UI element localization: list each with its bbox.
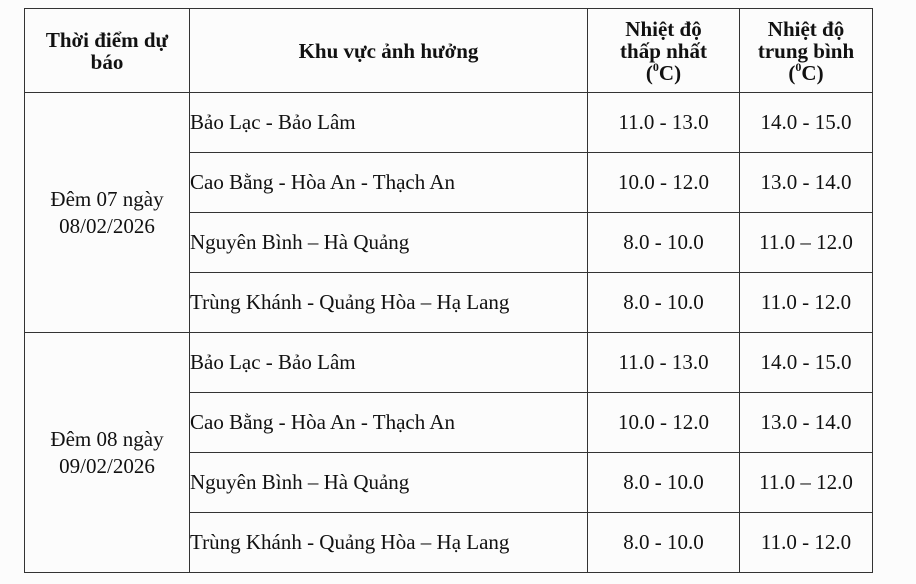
min-temp-cell: 8.0 - 10.0 [588, 513, 740, 573]
area-cell: Cao Bằng - Hòa An - Thạch An [190, 393, 588, 453]
area-cell: Cao Bằng - Hòa An - Thạch An [190, 153, 588, 213]
avg-temp-cell: 13.0 - 14.0 [740, 393, 873, 453]
avg-temp-cell: 14.0 - 15.0 [740, 93, 873, 153]
min-temp-cell: 8.0 - 10.0 [588, 453, 740, 513]
forecast-time-cell: Đêm 07 ngày 08/02/2026 [25, 93, 190, 333]
area-cell: Nguyên Bình – Hà Quảng [190, 213, 588, 273]
table-row [25, 333, 873, 393]
forecast-time-cell: Đêm 08 ngày 09/02/2026 [25, 333, 190, 573]
header-forecast-time: Thời điểm dự báo [25, 9, 190, 93]
min-temp-cell: 10.0 - 12.0 [588, 393, 740, 453]
header-affected-area: Khu vực ảnh hưởng [190, 9, 588, 93]
min-temp-cell: 10.0 - 12.0 [588, 153, 740, 213]
min-temp-cell: 11.0 - 13.0 [588, 333, 740, 393]
area-cell: Nguyên Bình – Hà Quảng [190, 453, 588, 513]
header-min-temperature: Nhiệt độ thấp nhất ($^0$C) [588, 9, 740, 93]
min-temp-cell: 8.0 - 10.0 [588, 213, 740, 273]
area-cell: Trùng Khánh - Quảng Hòa – Hạ Lang [190, 273, 588, 333]
temperature-forecast-table [24, 8, 873, 573]
min-temp-cell: 8.0 - 10.0 [588, 273, 740, 333]
header-avg-temperature: Nhiệt độ trung bình ($^0$C) [740, 9, 873, 93]
min-temp-cell: 11.0 - 13.0 [588, 93, 740, 153]
avg-temp-cell: 11.0 - 12.0 [740, 513, 873, 573]
avg-temp-cell: 13.0 - 14.0 [740, 153, 873, 213]
table-row [25, 93, 873, 153]
avg-temp-cell: 14.0 - 15.0 [740, 333, 873, 393]
area-cell: Bảo Lạc - Bảo Lâm [190, 333, 588, 393]
table-header-row [25, 9, 873, 93]
area-cell: Bảo Lạc - Bảo Lâm [190, 93, 588, 153]
avg-temp-cell: 11.0 – 12.0 [740, 213, 873, 273]
area-cell: Trùng Khánh - Quảng Hòa – Hạ Lang [190, 513, 588, 573]
avg-temp-cell: 11.0 – 12.0 [740, 453, 873, 513]
avg-temp-cell: 11.0 - 12.0 [740, 273, 873, 333]
